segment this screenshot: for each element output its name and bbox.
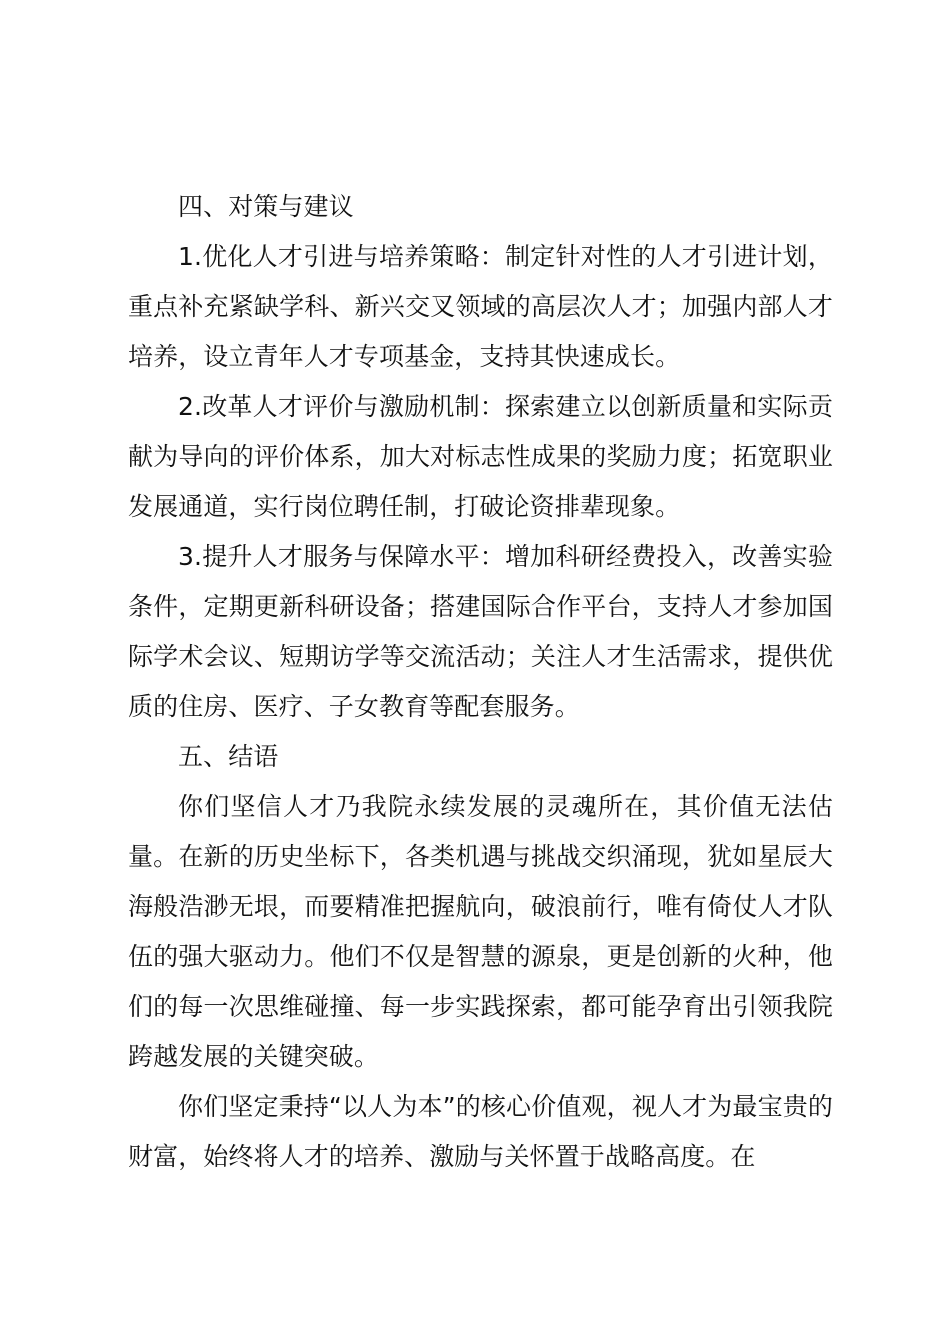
paragraph-service-support: 3.提升人才服务与保障水平：增加科研经费投入，改善实验条件，定期更新科研设备；搭建国际合作平台，支持人才参加国际学术会议、短期访学等交流活动；关注人才生活需求，提供优质的住房、医疗、子女教育等配套服务。	[128, 542, 833, 721]
paragraph-conclusion-1: 你们坚信人才乃我院永续发展的灵魂所在，其价值无法估量。在新的历史坐标下，各类机遇与挑战交织涌现，犹如星辰大海般浩渺无垠，而要精准把握航向，破浪前行，唯有倚仗人才队伍的强大驱动力。他们不仅是智慧的源泉，更是创新的火种，他们的每一次思维碰撞、每一步实践探索，都可能孕育出引领我院跨越发展的关键突破。	[128, 792, 833, 1071]
paragraph-evaluation-incentive: 2.改革人才评价与激励机制：探索建立以创新质量和实际贡献为导向的评价体系，加大对标志性成果的奖励力度；拓宽职业发展通道，实行岗位聘任制，打破论资排辈现象。	[128, 392, 833, 521]
paragraph-conclusion-2: 你们坚定秉持“以人为本”的核心价值观，视人才为最宝贵的财富，始终将人才的培养、激励与关怀置于战略高度。在	[128, 1092, 833, 1171]
paragraph-talent-introduction: 1.优化人才引进与培养策略：制定针对性的人才引进计划，重点补充紧缺学科、新兴交叉领域的高层次人才；加强内部人才培养，设立青年人才专项基金，支持其快速成长。	[128, 242, 833, 371]
document-page	[128, 182, 833, 1182]
section-heading-countermeasures: 四、对策与建议	[178, 192, 354, 221]
section-heading-conclusion: 五、结语	[178, 742, 279, 771]
